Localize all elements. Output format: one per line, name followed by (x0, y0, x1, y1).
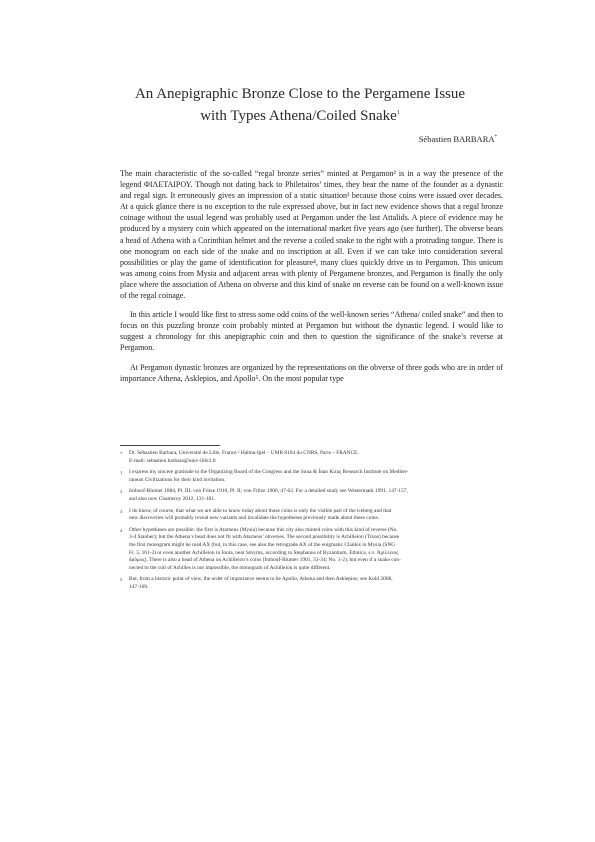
footnote (120, 576, 503, 591)
footnotes (120, 450, 503, 596)
footnote-divider (120, 445, 220, 446)
footnote (120, 450, 503, 465)
footnote-line: the first monogram might be read AX (but, in this case, see also the retrograde AX of the enigmatic Chalkis in Mysia (SNG (129, 541, 396, 548)
footnote-text (129, 576, 503, 591)
footnote-text (129, 527, 503, 573)
footnote-line: 147-169. (129, 583, 149, 590)
author-byline (419, 134, 497, 144)
paragraph: The main characteristic of the so-called “regal bronze series” minted at Pergamon² is in a way the presence of the legend ΦΙΛΕΤΑΙΡΟΥ. Though not dating back to Philetairos’ times, they bear the name of the founder as a dynastic and regal sign. It erroneously gives an impression of a static situation³ because those coins were issued over decades. At a quick glance there is no exception to the rule expressed above, but in fact new evidence shows that a regal bronze coinage without the usual legend was probably used at Pergamon under the last Attalids. A piece of evidence may be produced by a mystery coin which appeared on the international market five years ago (see further). The obverse bears a head of Athena with a Corinthian helmet and the reverse a coiled snake to the right with a protruding tongue. There is one monogram on each side of the snake and no inscription at all. Even if we can take into consideration several possibilities or play the game of identification for pleasure⁴, many clues quickly drive us to Pergamon. This unicum was among coins from Mysia and adjacent areas with plenty of Pergamene bronzes, and Pergamon is finally the only place where the association of Athena on obverse and this kind of snake on reverse can be found on a well-known issue of the regal coinage. (120, 169, 503, 301)
footnote-mark: * (120, 451, 123, 456)
footnote-mark: 4 (120, 527, 123, 533)
title-line-2 (110, 104, 490, 126)
footnote-mark: 5 (120, 577, 123, 583)
footnote (120, 488, 503, 503)
footnote-line: 3-4 Stauber); but the Athena’s head does not fit with Atarneus’ obverses. The second possibility is Achilleion (Troas) because (129, 534, 400, 541)
footnote-line: Other hypotheses are possible: the first is Atarneus (Mysia) because this city also minted coins with this kind of reverse (No. (129, 526, 398, 533)
footnote-line: new discoveries will probably reveal new variants and invalidate the hypotheses previously made about these coins. (129, 515, 379, 522)
footnote-line: But, from a historic point of view, the order of importance seems to be Apollo, Athena and then Asklepios; see Kohl 2008, (129, 576, 393, 583)
footnote-line: I express my sincere gratitude to the Organizing Board of the Congress and the Suna & İnan Kıraç Research Institute on Mediter- (129, 469, 409, 476)
footnote-line: E-mail: sebastien.barbara@univ-lille3.fr (129, 457, 217, 464)
article-title (110, 85, 490, 126)
footnote-line: and also now Chameroy 2012, 131-181. (129, 495, 216, 502)
footnote (120, 527, 503, 573)
title-line-1: An Anepigraphic Bronze Close to the Pergamene Issue (134, 86, 466, 102)
footnote (120, 508, 503, 523)
footnote-text (129, 488, 503, 503)
footnote-line: ranean Civilizations for their kind invitation. (129, 476, 226, 483)
footnote-line: I do know, of course, that what we are able to know today about those coins is only the visible part of the iceberg and that (129, 507, 392, 514)
footnote (120, 469, 503, 484)
footnote-line: Imhoof-Blumer 1884, Pl. III; von Fritze 1910, Pl. II; von Fritze 1906, 47-62. For a detailed study see Westermark 1991, 147-157, (129, 488, 408, 495)
footnote-line: nected to the cult of Achilles is not impossible, the monogram of Achilleion is quite different. (129, 564, 331, 571)
footnote-line: Dr. Sébastien Barbara, Université de Lille, France / Halma-Ipel – UMR 8164 du CNRS, Paris – FRANCE. (129, 450, 359, 456)
author-name: Sébastien BARBARA (418, 134, 495, 144)
footnote-text (129, 450, 503, 465)
footnote-mark: 2 (120, 489, 123, 495)
paragraph: At Pergamon dynastic bronzes are organized by the representations on the obverse of three gods who are in order of importance Athena, Asklepios, and Apollo⁵. On the most popular type (120, 362, 503, 383)
footnote-text (129, 508, 503, 523)
article-body (120, 168, 503, 392)
footnote-line: δρόμος). There is also a head of Athena on Achilleion’s coins (Imhoof-Blumer 1901, 33-34; No. 1-2), but even if a snake con- (129, 557, 401, 564)
author-footnote-mark: * (494, 135, 497, 141)
footnote-line: Fr. 5, 161-2) or even another Achilleion in Ionia, near Smyrna, according to Stephanus of Byzantium, Ethnica, s.v. Ἀχίλλειος (129, 549, 399, 556)
title-line-2-text: with Types Athena/Coiled Snake (200, 108, 397, 124)
title-footnote-mark: 1 (396, 110, 400, 116)
footnote-text (129, 469, 503, 484)
footnote-mark: 1 (120, 470, 123, 476)
footnote-mark: 3 (120, 508, 123, 514)
paragraph: In this article I would like first to stress some odd coins of the well-known series “Athena/ coiled snake” and then to focus on this puzzling bronze coin probably minted at Pergamon but without the dynastic legend. I would like to suggest a chronology for this anepigraphic coin and then to question the significance of the snake’s reverse at Pergamon. (120, 310, 503, 353)
